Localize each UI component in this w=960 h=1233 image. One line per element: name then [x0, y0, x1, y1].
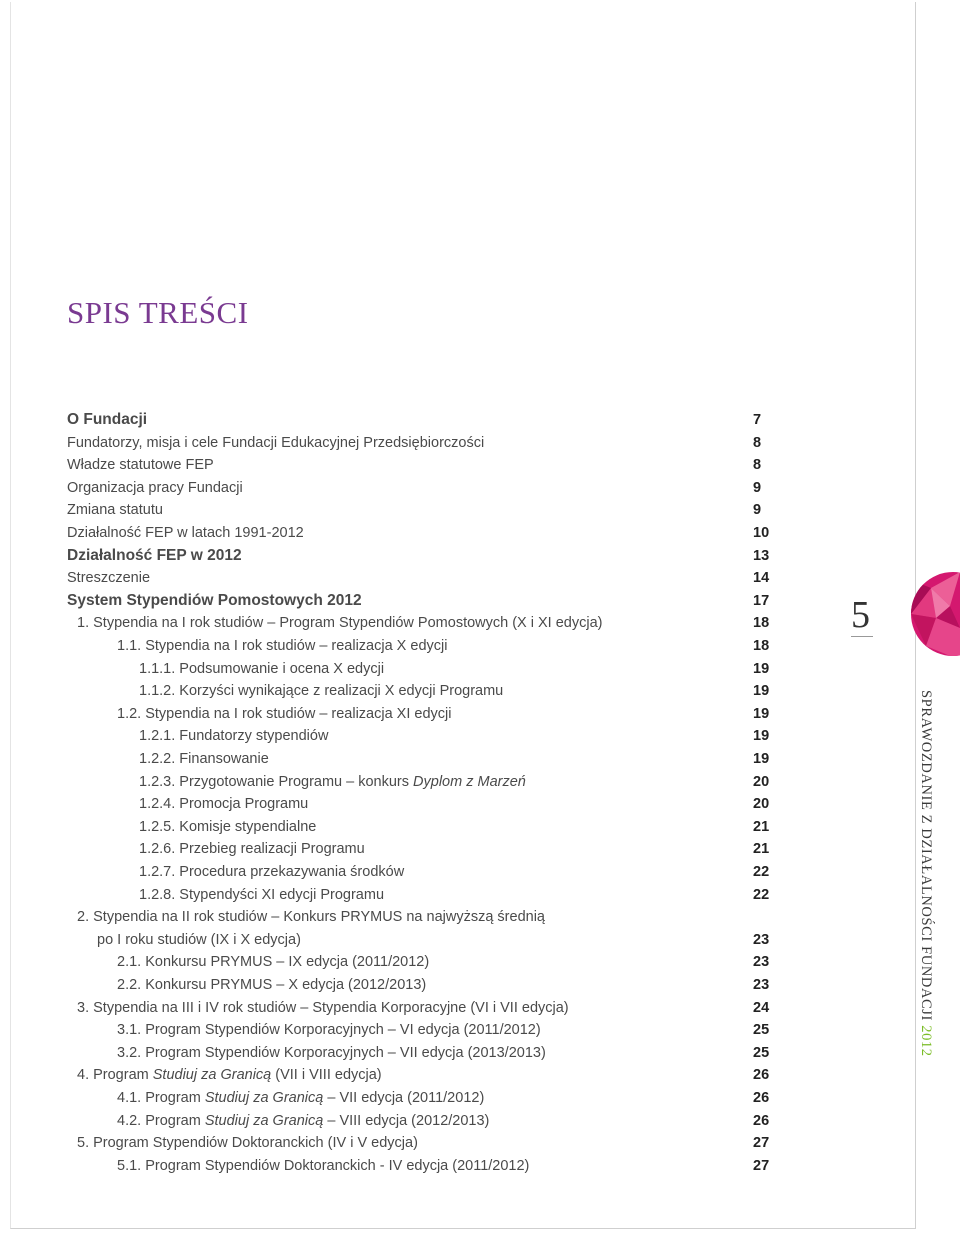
toc-row — [0, 432, 800, 454]
toc-entry-label: 1.1. Stypendia na I rok studiów – realizacja X edycji — [117, 638, 448, 654]
toc-row — [0, 771, 800, 793]
toc-entry-label: Działalność FEP w 2012 — [67, 546, 242, 564]
toc-entry-label: 3. Stypendia na III i IV rok studiów – Stypendia Korporacyjne (VI i VII edycja) — [77, 999, 569, 1016]
toc-entry-page: 19 — [753, 660, 770, 677]
toc-entry-label: 2.1. Konkursu PRYMUS – IX edycja (2011/2012) — [117, 954, 430, 971]
toc-entry-label: 1.2.1. Fundatorzy stypendiów — [139, 728, 329, 745]
toc-row — [0, 974, 800, 996]
toc-entry-page: 19 — [753, 751, 770, 767]
toc-entry-page: 21 — [753, 841, 770, 858]
toc-entry-label-italic: Studiuj za Granicą — [204, 1112, 324, 1129]
toc-entry-label: Streszczenie — [67, 570, 151, 587]
toc-entry-label: 1.1.1. Podsumowanie i ocena X edycji — [139, 660, 385, 677]
toc-entry-page: 10 — [753, 525, 770, 541]
toc-entry-label: 1.2.4. Promocja Programu — [139, 796, 309, 813]
toc-entry-label: Władze statutowe FEP — [67, 457, 214, 474]
toc-row — [0, 838, 800, 860]
toc-entry-label: System Stypendiów Pomostowych 2012 — [67, 591, 362, 609]
toc-entry-label: 1.2.5. Komisje stypendialne — [139, 818, 317, 835]
page-title: SPIS TREŚCI — [67, 295, 249, 330]
toc-row — [0, 951, 800, 973]
toc-row — [0, 1087, 800, 1109]
toc-entry-page: 13 — [753, 547, 770, 564]
toc-row — [0, 454, 800, 476]
toc-row — [0, 1042, 800, 1064]
toc-row — [0, 522, 800, 544]
toc-entry-label: 3.2. Program Stypendiów Korporacyjnych – VII edycja (2013/2013) — [117, 1044, 546, 1061]
toc-entry-page: 19 — [753, 683, 770, 700]
toc-row — [0, 590, 800, 612]
toc-entry-page: 22 — [753, 886, 770, 903]
side-title-year: 2012 — [918, 1025, 934, 1057]
toc-row — [0, 545, 800, 567]
toc-entry-label: 1.2.6. Przebieg realizacji Programu — [139, 841, 365, 858]
toc-row — [0, 409, 800, 431]
side-running-title — [914, 690, 934, 1057]
toc-entry-page: 19 — [753, 728, 770, 745]
toc-row — [0, 1019, 800, 1041]
toc-row — [0, 567, 800, 589]
toc-entry-label — [117, 1110, 489, 1132]
toc-row — [0, 499, 800, 521]
toc-entry-label-part: 4.1. Program — [117, 1090, 205, 1106]
page-number-rule — [851, 636, 873, 637]
toc-entry-label-part: – VIII edycja (2012/2013) — [323, 1112, 490, 1129]
toc-entry-page: 25 — [753, 1022, 770, 1039]
toc-row — [0, 477, 800, 499]
toc-row — [0, 680, 800, 702]
toc-entry-page: 9 — [753, 479, 762, 496]
toc-row — [0, 816, 800, 838]
toc-entry-label: 1.2.7. Procedura przekazywania środków — [139, 864, 405, 880]
toc-entry-label-part: (VII i VIII edycja) — [271, 1067, 382, 1084]
toc-entry-label-part: 4. Program — [77, 1067, 153, 1084]
toc-entry-page: 26 — [753, 1090, 770, 1106]
toc-entry-page: 7 — [753, 412, 762, 428]
toc-entry-page: 17 — [753, 592, 770, 609]
toc-entry-page: 24 — [753, 999, 770, 1016]
toc-entry-label — [139, 771, 526, 793]
toc-entry-label: 5.1. Program Stypendiów Doktoranckich - IV edycja (2011/2012) — [117, 1157, 530, 1174]
toc-row — [0, 612, 800, 634]
toc-entry-label: O Fundacji — [67, 411, 148, 428]
toc-entry-label-italic: Studiuj za Granicą — [152, 1067, 272, 1084]
toc-entry-page: 27 — [753, 1135, 770, 1152]
toc-entry-label: 1.1.2. Korzyści wynikające z realizacji X edycji Programu — [139, 683, 504, 700]
toc-entry-page: 27 — [753, 1157, 770, 1174]
toc-entry-label-part: – VII edycja (2011/2012) — [323, 1090, 485, 1106]
toc-row — [0, 861, 800, 883]
toc-entry-label — [117, 1087, 484, 1109]
faceted-magenta-circle-logo-icon — [906, 568, 960, 660]
toc-entry-label — [77, 1064, 382, 1086]
toc-entry-page: 23 — [753, 977, 770, 993]
toc-row — [0, 1132, 800, 1154]
toc-entry-label: 5. Program Stypendiów Doktoranckich (IV i V edycja) — [77, 1135, 418, 1152]
toc-entry-label: 2.2. Konkursu PRYMUS – X edycja (2012/2013) — [117, 977, 427, 993]
side-title-text: SPRAWOZDANIE Z DZIAŁALNOŚCI FUNDACJI — [918, 690, 934, 1021]
toc-row — [0, 703, 800, 725]
toc-entry-page: 20 — [753, 796, 770, 813]
toc-entry-label-part: 1.2.3. Przygotowanie Programu – konkurs — [139, 773, 414, 790]
toc-entry-page: 14 — [753, 570, 770, 587]
toc-entry-page: 26 — [753, 1112, 770, 1129]
toc-entry-label: 1. Stypendia na I rok studiów – Program Stypendiów Pomostowych (X i XI edycja) — [77, 615, 603, 632]
toc-row — [0, 748, 800, 770]
toc-entry-page: 19 — [753, 705, 770, 722]
toc-entry-label: 1.2. Stypendia na I rok studiów – realizacja XI edycji — [117, 705, 452, 722]
toc-entry-label: 1.2.8. Stypendyści XI edycji Programu — [139, 886, 385, 903]
toc-row — [0, 997, 800, 1019]
toc-row — [0, 658, 800, 680]
toc-row — [0, 1110, 800, 1132]
toc-row — [0, 906, 800, 928]
toc-row — [0, 1155, 800, 1177]
toc-entry-page: 23 — [753, 931, 770, 948]
toc-row — [0, 1064, 800, 1086]
toc-entry-label: Działalność FEP w latach 1991-2012 — [67, 525, 304, 541]
toc-entry-page: 21 — [753, 818, 770, 835]
toc-entry-page: 25 — [753, 1044, 770, 1061]
toc-entry-page: 8 — [753, 457, 762, 474]
toc-row — [0, 635, 800, 657]
toc-entry-page: 8 — [753, 434, 762, 451]
toc-entry-page: 22 — [753, 864, 770, 880]
toc-entry-label: Zmiana statutu — [67, 502, 163, 519]
toc-entry-page: 20 — [753, 773, 770, 790]
toc-entry-page: 26 — [753, 1067, 770, 1084]
page-number: 5 — [851, 594, 870, 636]
toc-entry-label: 2. Stypendia na II rok studiów – Konkurs PRYMUS na najwyższą średnią — [77, 909, 545, 926]
toc-entry-page: 9 — [753, 502, 762, 519]
toc-entry-label: 1.2.2. Finansowanie — [139, 751, 269, 767]
toc-entry-label: po I roku studiów (IX i X edycja) — [97, 931, 301, 948]
toc-entry-label-italic: Dyplom z Marzeń — [413, 773, 526, 790]
toc-row — [0, 929, 800, 951]
toc-entry-label-italic: Studiuj za Granicą — [204, 1090, 324, 1106]
toc-row — [0, 884, 800, 906]
toc-entry-page: 18 — [753, 615, 770, 632]
toc-entry-page: 18 — [753, 638, 770, 654]
toc-entry-label: Fundatorzy, misja i cele Fundacji Edukacyjnej Przedsiębiorczości — [67, 434, 485, 451]
toc-entry-page: 23 — [753, 954, 770, 971]
toc-row — [0, 725, 800, 747]
toc-entry-label: 3.1. Program Stypendiów Korporacyjnych – VI edycja (2011/2012) — [117, 1022, 541, 1039]
toc-row — [0, 793, 800, 815]
toc-entry-label: Organizacja pracy Fundacji — [67, 479, 243, 496]
toc-entry-label-part: 4.2. Program — [117, 1112, 205, 1129]
